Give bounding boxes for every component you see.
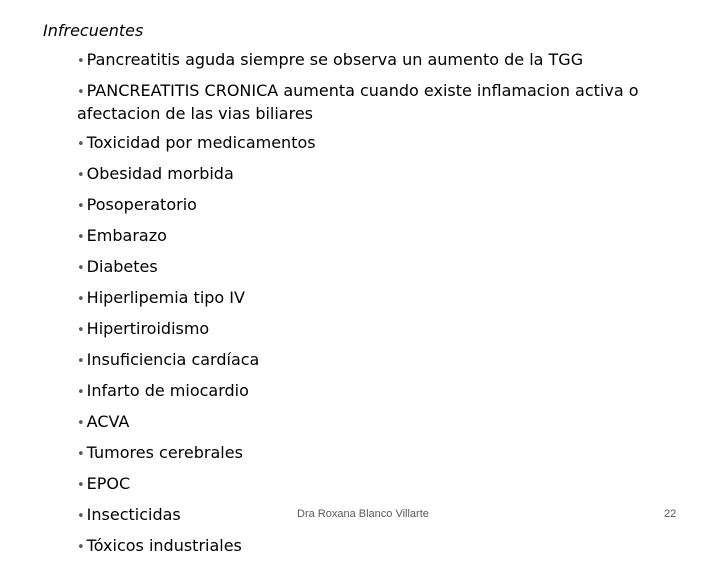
footer-author: Dra Roxana Blanco Villarte (297, 508, 429, 520)
list-item (77, 252, 677, 283)
bullet-icon: • (77, 509, 85, 524)
list-item-text: Hipertiroidismo (86, 319, 210, 338)
bullet-icon: • (77, 447, 85, 462)
list-item (77, 45, 677, 76)
bullet-icon: • (77, 54, 85, 69)
bullet-icon: • (77, 261, 85, 276)
list-item-text: Pancreatitis aguda siempre se observa un aumento de la TGG (86, 50, 584, 69)
bullet-icon: • (77, 292, 85, 307)
list-item (77, 159, 677, 190)
list-item-text: EPOC (86, 474, 131, 493)
bullet-icon: • (77, 230, 85, 245)
list-item (77, 376, 677, 407)
list-item (77, 469, 677, 500)
list-item (77, 190, 677, 221)
list-item-text: Embarazo (86, 226, 167, 245)
bullet-icon: • (77, 168, 85, 183)
list-item-text: Insecticidas (86, 505, 181, 524)
list-item (77, 345, 677, 376)
list-item-text: Hiperlipemia tipo IV (86, 288, 245, 307)
page-number: 22 (664, 508, 677, 520)
list-item-text: Tóxicos industriales (86, 536, 242, 555)
slide-heading: Infrecuentes (43, 21, 144, 40)
bullet-icon: • (77, 540, 85, 555)
bullet-icon: • (77, 199, 85, 214)
list-item-text: Posoperatorio (86, 195, 197, 214)
list-item (77, 407, 677, 438)
list-item (77, 531, 677, 562)
list-item-text: PANCREATITIS CRONICA aumenta cuando existe inflamacion activa o afectacion de las vias biliares (77, 81, 639, 123)
bullet-icon: • (77, 478, 85, 493)
bullet-icon: • (77, 85, 85, 100)
list-item (77, 283, 677, 314)
list-item-text: ACVA (86, 412, 130, 431)
list-item (77, 76, 677, 128)
bullet-icon: • (77, 323, 85, 338)
list-item (77, 438, 677, 469)
list-item-text: Insuficiencia cardíaca (86, 350, 260, 369)
list-item-text: Infarto de miocardio (86, 381, 249, 400)
list-item-text: Diabetes (86, 257, 158, 276)
bullet-icon: • (77, 137, 85, 152)
bullet-icon: • (77, 354, 85, 369)
list-item (77, 314, 677, 345)
bullet-icon: • (77, 385, 85, 400)
list-item-text: Toxicidad por medicamentos (86, 133, 316, 152)
bullet-icon: • (77, 416, 85, 431)
list-item-text: Obesidad morbida (86, 164, 234, 183)
list-item-text: Tumores cerebrales (86, 443, 243, 462)
list-item (77, 128, 677, 159)
list-item (77, 221, 677, 252)
bullet-list (77, 45, 677, 562)
